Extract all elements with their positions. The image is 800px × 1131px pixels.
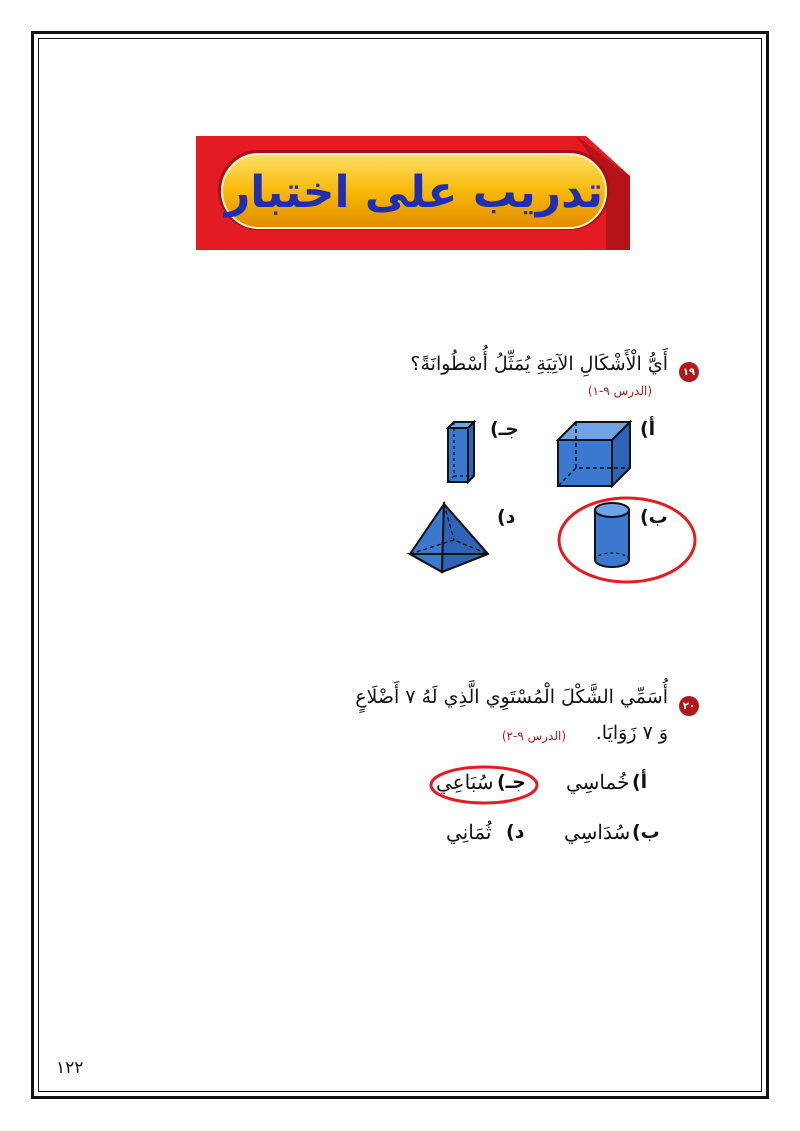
- question-20-text-line2: وَ ٧ زَوَايَا.: [595, 722, 668, 744]
- q20-option-c-label: جـ): [497, 771, 526, 793]
- question-20-lesson-ref: (الدرس ٩-٢): [501, 729, 566, 743]
- q19-option-a-label: أ): [640, 418, 656, 440]
- q20-option-d-text: ثُمَانِي: [446, 820, 492, 844]
- question-19-number: ١٩: [679, 362, 699, 382]
- q20-selected-answer-circle: [428, 764, 540, 806]
- question-20-text-line1: أُسَمِّي الشَّكْلَ الْمُسْتَوِي الَّذِي لَهُ ٧ أَضْلَاعٍ: [355, 686, 668, 708]
- q20-option-c-text: سُبَاعِي: [436, 770, 494, 794]
- page-number: ١٢٢: [56, 1058, 84, 1078]
- q19-option-c-label: جـ): [490, 418, 519, 440]
- q20-option-b-label: ب): [632, 821, 660, 843]
- q19-selected-answer-circle: [556, 494, 698, 586]
- q20-option-a-text: خُماسِي: [566, 770, 630, 794]
- pyramid-icon: [408, 500, 490, 576]
- cube-icon: [556, 420, 632, 488]
- q20-option-d-label: د): [506, 821, 525, 843]
- page-title: تدريب على اختبار: [224, 166, 604, 218]
- q20-option-b-text: سُدَاسِي: [564, 820, 631, 844]
- q19-option-b-label: ب): [640, 506, 668, 528]
- q20-option-a-label: أ): [632, 771, 648, 793]
- q19-option-d-label: د): [497, 506, 516, 528]
- rectangular-prism-icon: [446, 420, 476, 484]
- question-19-lesson-ref: (الدرس ٩-١): [587, 384, 652, 398]
- question-20-number: ٢٠: [679, 696, 699, 716]
- question-19-text: أَيُّ الْأَشْكَالِ الآتِيَةِ يُمَثِّلُ أُسْطُوانَةً؟: [410, 353, 668, 375]
